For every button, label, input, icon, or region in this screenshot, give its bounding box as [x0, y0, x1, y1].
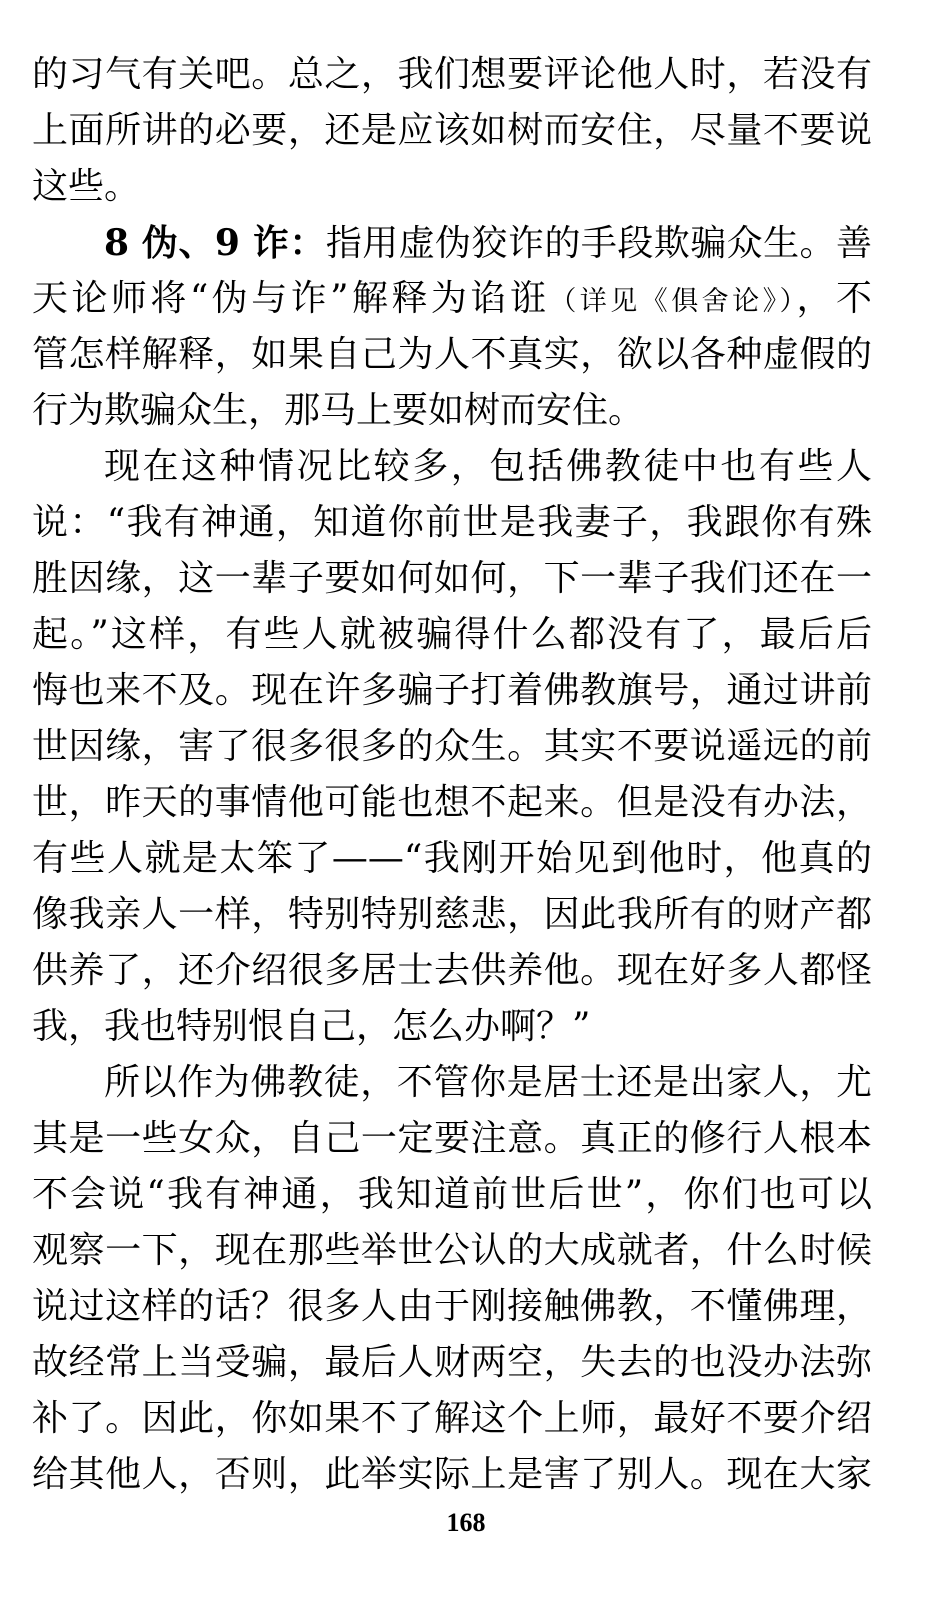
text-line: 行为欺骗众生，那马上要如树而安住。	[32, 390, 645, 431]
text-line: 说过这样的话？很多人由于刚接触佛教，不懂佛理，	[32, 1286, 872, 1327]
text-line: 有些人就是太笨了——“我刚开始见到他时，他真的	[32, 838, 872, 879]
text-line-with-note	[32, 271, 872, 327]
text-line: 像我亲人一样，特别特别慈悲，因此我所有的财产都	[32, 894, 872, 935]
text-line: 不会说“我有神通，我知道前世后世”，你们也可以	[32, 1174, 872, 1215]
text-line: 我，我也特别恨自己，怎么办啊？”	[32, 1006, 591, 1047]
text-line: 管怎样解释，如果自己为人不真实，欲以各种虚假的	[32, 334, 872, 375]
section-heading: 8 伪、9 诈：	[104, 222, 326, 264]
paragraph-first-line: 所以作为佛教徒，不管你是居士还是出家人，尤	[104, 1062, 872, 1103]
text-line: 给其他人，否则，此举实际上是害了别人。现在大家	[32, 1454, 872, 1495]
text-segment: 天论师将“伪与诈”解释为谄诳	[32, 278, 550, 319]
text-line: 世，昨天的事情他可能也想不起来。但是没有办法，	[32, 782, 872, 823]
text-line: 供养了，还介绍很多居士去供养他。现在好多人都怪	[32, 950, 872, 991]
text-line: 这些。	[32, 166, 141, 207]
reference-note: （详见《俱舍论》）	[549, 286, 797, 317]
text-segment: ，不	[796, 278, 872, 319]
text-line: 上面所讲的必要，还是应该如树而安住，尽量不要说	[32, 110, 872, 151]
text-line: 世因缘，害了很多很多的众生。其实不要说遥远的前	[32, 726, 872, 767]
text-line: 说：“我有神通，知道你前世是我妻子，我跟你有殊	[32, 502, 872, 543]
text-line: 故经常上当受骗，最后人财两空，失去的也没办法弥	[32, 1342, 872, 1383]
text-line: 补了。因此，你如果不了解这个上师，最好不要介绍	[32, 1398, 872, 1439]
text-line: 起。”这样，有些人就被骗得什么都没有了，最后后	[32, 614, 872, 655]
text-line: 悔也来不及。现在许多骗子打着佛教旗号，通过讲前	[32, 670, 872, 711]
paragraph-first-line: 现在这种情况比较多，包括佛教徒中也有些人	[104, 446, 872, 487]
text-line: 观察一下，现在那些举世公认的大成就者，什么时候	[32, 1230, 872, 1271]
section-heading-text: 指用虚伪狡诈的手段欺骗众生。善	[325, 223, 872, 264]
text-line: 的习气有关吧。总之，我们想要评论他人时，若没有	[32, 54, 872, 95]
text-line: 其是一些女众，自己一定要注意。真正的修行人根本	[32, 1118, 872, 1159]
section-heading-line	[32, 215, 872, 271]
page-number: 168	[446, 1508, 486, 1537]
text-line: 胜因缘，这一辈子要如何如何，下一辈子我们还在一	[32, 558, 872, 599]
